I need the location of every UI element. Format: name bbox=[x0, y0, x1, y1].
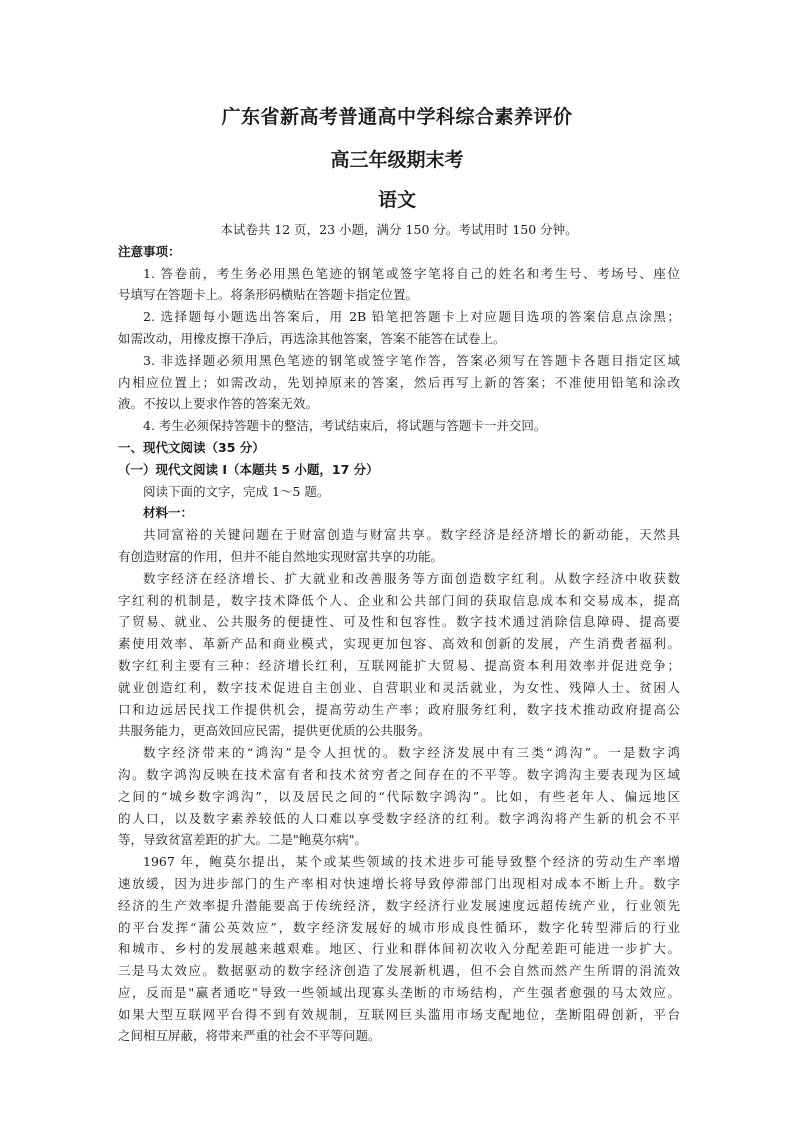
section-heading: 一、现代文阅读（35 分） bbox=[118, 439, 265, 455]
exam-main-title: 广东省新高考普通高中学科综合素养评价 bbox=[221, 106, 573, 128]
notice-line: 内相应位置上；如需改动，先划掉原来的答案，然后再写上新的答案；不准使用铅笔和涂改 bbox=[118, 374, 680, 390]
passage-line: 数字红利主要有三种：经济增长红利，互联网能扩大贸易、提高资本利用效率并促进竞争； bbox=[118, 657, 680, 673]
passage-line: 素使用效率、革新产品和商业模式，实现更加包容、高效和创新的发展，产生消费者福利。 bbox=[118, 636, 680, 652]
passage-line: 了贸易、就业、公共服务的便捷性、可及性和包容性。数字技术通过消除信息障碍、提高要 bbox=[118, 614, 680, 630]
passage-line: 等，导致贫富差距的扩大。二是"鲍莫尔病"。 bbox=[118, 832, 367, 848]
passage-line: 速放缓，因为进步部门的生产率相对快速增长将导致停滞部门出现相对成本不断上升。数字 bbox=[118, 875, 680, 891]
subsection-heading: （一）现代文阅读 I（本题共 5 小题，17 分） bbox=[118, 461, 379, 477]
notice-line: 如需改动，用橡皮擦干净后，再选涂其他答案，答案不能答在试卷上。 bbox=[118, 330, 506, 346]
notice-line: 4. 考生必须保持答题卡的整洁，考试结束后，将试题与答题卡一并交回。 bbox=[143, 418, 547, 434]
passage-line: 和城市、乡村的发展越来越艰难。地区、行业和群体间初次收入分配差距可能进一步扩大。 bbox=[118, 941, 680, 957]
passage-line: 共同富裕的关键问题在于财富创造与财富共享。数字经济是经济增长的新动能，天然具 bbox=[143, 527, 680, 543]
notice-heading: 注意事项： bbox=[118, 243, 181, 259]
notice-line: 2. 选择题每小题选出答案后，用 2B 铅笔把答题卡上对应题目选项的答案信息点涂黑； bbox=[143, 309, 680, 325]
passage-line: 沟。数字鸿沟反映在技术富有者和技术贫穷者之间存在的不平等。数字鸿沟主要表现为区域 bbox=[118, 766, 680, 782]
passage-line: 1967 年，鲍莫尔提出，某个或某些领域的技术进步可能导致整个经济的劳动生产率增 bbox=[143, 854, 680, 870]
exam-body bbox=[118, 219, 680, 1047]
passage-line: 数字经济在经济增长、扩大就业和改善服务等方面创造数字红利。从数字经济中收获数 bbox=[143, 570, 680, 586]
passage-line: 之间相互屏蔽，将带来严重的社会不平等问题。 bbox=[118, 1028, 381, 1044]
material-label: 材料一： bbox=[143, 505, 194, 521]
passage-line: 共服务能力，更高效回应民需，提供更优质的公共服务。 bbox=[118, 723, 431, 739]
passage-line: 的平台发挥“蒲公英效应”，数字经济发展好的城市形成良性循环，数字化转型滞后的行业 bbox=[118, 919, 680, 935]
passage-line: 数字经济带来的“鸿沟”是令人担忧的。数字经济发展中有三类“鸿沟”。一是数字鸿 bbox=[143, 745, 680, 761]
subject-title: 语文 bbox=[377, 189, 416, 211]
passage-line: 之间的“城乡数字鸿沟”，以及居民之间的“代际数字鸿沟”。比如，有些老年人、偏远地区 bbox=[118, 788, 680, 804]
reading-instruction: 阅读下面的文字，完成 1～5 题。 bbox=[143, 483, 330, 499]
notice-line: 3. 非选择题必须用黑色笔迹的钢笔或签字笔作答，答案必须写在答题卡各题目指定区域 bbox=[143, 352, 680, 368]
passage-line: 的人口，以及数字素养较低的人口难以享受数字经济的红利。数字鸿沟将产生新的机会不平 bbox=[118, 810, 680, 826]
passage-line: 有创造财富的作用，但并不能自然地实现财富共享的功能。 bbox=[118, 548, 444, 564]
passage-line: 字红利的机制是，数字技术降低个人、企业和公共部门间的获取信息成本和交易成本，提高 bbox=[118, 592, 680, 608]
passage-line: 三是马太效应。数据驱动的数字经济创造了发展新机遇，但不会自然而然产生所谓的涓流效 bbox=[118, 963, 680, 979]
notice-line: 液。不按以上要求作答的答案无效。 bbox=[118, 396, 319, 412]
notice-line: 号填写在答题卡上。将条形码横贴在答题卡指定位置。 bbox=[118, 287, 419, 303]
exam-info: 本试卷共 12 页，23 小题，满分 150 分。考试用时 150 分钟。 bbox=[220, 222, 578, 237]
passage-line: 就业创造红利，数字技术促进自主创业、自营职业和灵活就业，为女性、残障人士、贫困人 bbox=[118, 679, 680, 695]
passage-line: 如果大型互联网平台得不到有效规制，互联网巨头滥用市场支配地位，垄断阻碍创新，平台 bbox=[118, 1006, 680, 1022]
passage-line: 口和边远居民找工作提供机会，提高劳动生产率；政府服务红利，数字技术推动政府提高公 bbox=[118, 701, 680, 717]
passage-line: 应，反而是"赢者通吃"导致一些领域出现寡头垄断的市场结构，产生强者愈强的马太效应。 bbox=[118, 984, 680, 1000]
exam-sub-title: 高三年级期末考 bbox=[330, 149, 464, 171]
passage-line: 经济的生产效率提升潜能要高于传统经济，数字经济行业发展速度远超传统产业，行业领先 bbox=[118, 897, 680, 913]
notice-line: 1. 答卷前，考生务必用黑色笔迹的钢笔或签字笔将自己的姓名和考生号、考场号、座位 bbox=[143, 265, 680, 281]
